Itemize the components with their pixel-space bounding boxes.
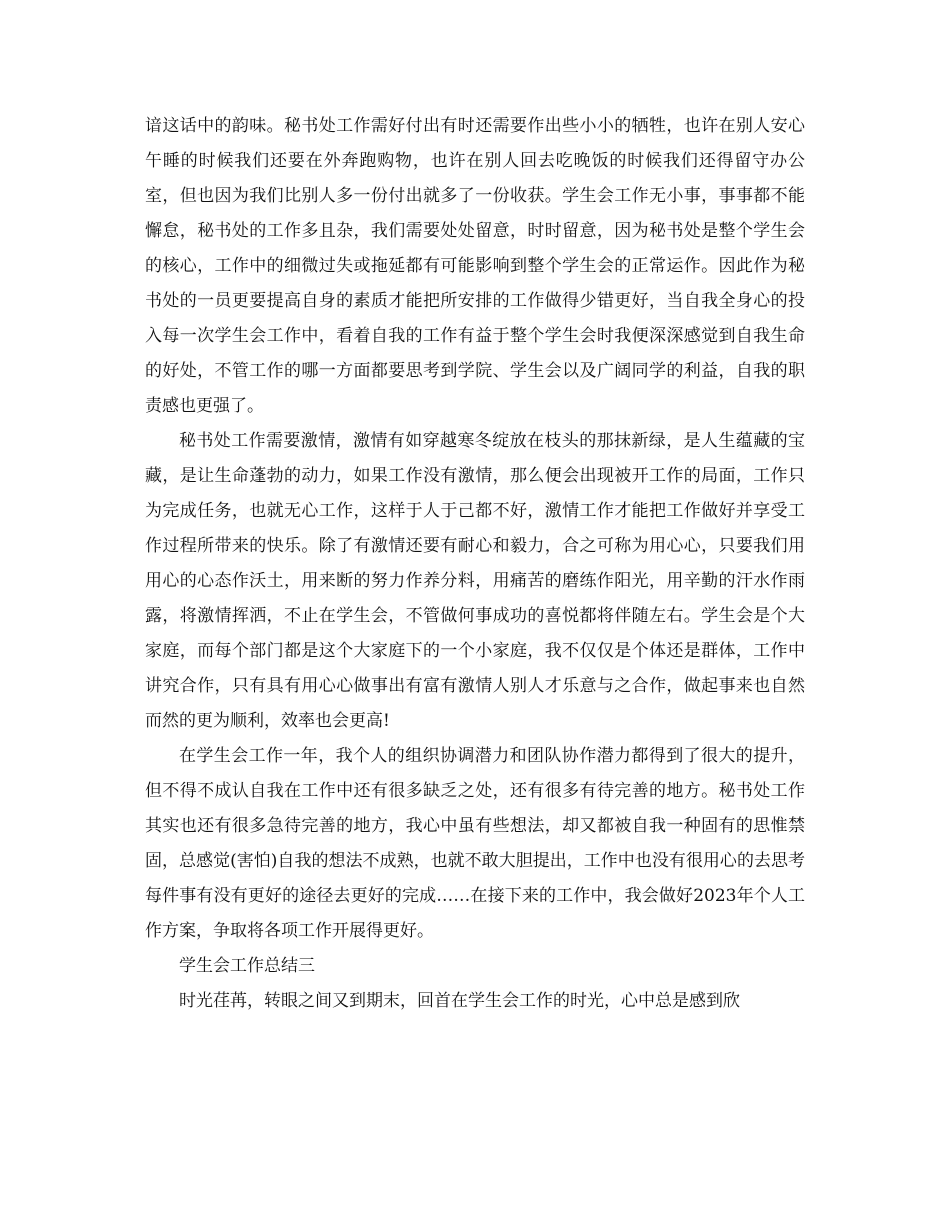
paragraph-secretariat-duties: 谙这话中的韵味。秘书处工作需好付出有时还需要作出些小小的牺牲，也许在别人安心午睡的时候我们还要在外奔跑购物，也许在别人回去吃晚饭的时候我们还得留守办公室，但也因为我们比别人多一份付出就多了一份收获。学生会工作无小事，事事都不能懈怠，秘书处的工作多且杂，我们需要处处留意，时时留意，因为秘书处是整个学生会的核心，工作中的细微过失或拖延都有可能影响到整个学生会的正常运作。因此作为秘书处的一员更要提高自身的素质才能把所安排的工作做得少错更好，当自我全身心的投入每一次学生会工作中，看着自我的工作有益于整个学生会时我便深深感觉到自我生命的好处，不管工作的哪一方面都要思考到学院、学生会以及广阔同学的利益，自我的职责感也更强了。	[145, 116, 805, 416]
document-page	[145, 109, 805, 1019]
section-heading: 学生会工作总结三	[179, 956, 315, 976]
paragraph-passion: 秘书处工作需要激情，激情有如穿越寒冬绽放在枝头的那抹新绿，是人生蕴藏的宝藏，是让生命蓬勃的动力，如果工作没有激情，那么便会出现被开工作的局面，工作只为完成任务，也就无心工作，这样于人于己都不好，激情工作才能把工作做好并享受工作过程所带来的快乐。除了有激情还要有耐心和毅力，合之可称为用心心，只要我们用用心的心态作沃土，用来断的努力作养分料，用痛苦的磨练作阳光，用辛勤的汗水作雨露，将激情挥洒，不止在学生会，不管做何事成功的喜悦都将伴随左右。学生会是个大家庭，而每个部门都是这个大家庭下的一个小家庭，我不仅仅是个体还是群体，工作中讲究合作，只有具有用心心做事出有富有激情人别人才乐意与之合作，做起事来也自然而然的更为顺利，效率也会更高!	[145, 431, 805, 731]
paragraph-opening: 时光荏苒，转眼之间又到期末，回首在学生会工作的时光，心中总是感到欣	[179, 991, 740, 1011]
paragraph-improvement: 在学生会工作一年，我个人的组织协调潜力和团队协作潜力都得到了很大的提升，但不得不成认自我在工作中还有很多缺乏之处，还有很多有待完善的地方。秘书处工作其实也还有很多急待完善的地方，我心中虽有些想法，却又都被自我一种固有的思惟禁固，总感觉(害怕)自我的想法不成熟，也就不敢大胆提出，工作中也没有很用心的去思考每件事有没有更好的途径去更好的完成……在接下来的工作中，我会做好2023年个人工作方案，争取将各项工作开展得更好。	[145, 746, 805, 941]
